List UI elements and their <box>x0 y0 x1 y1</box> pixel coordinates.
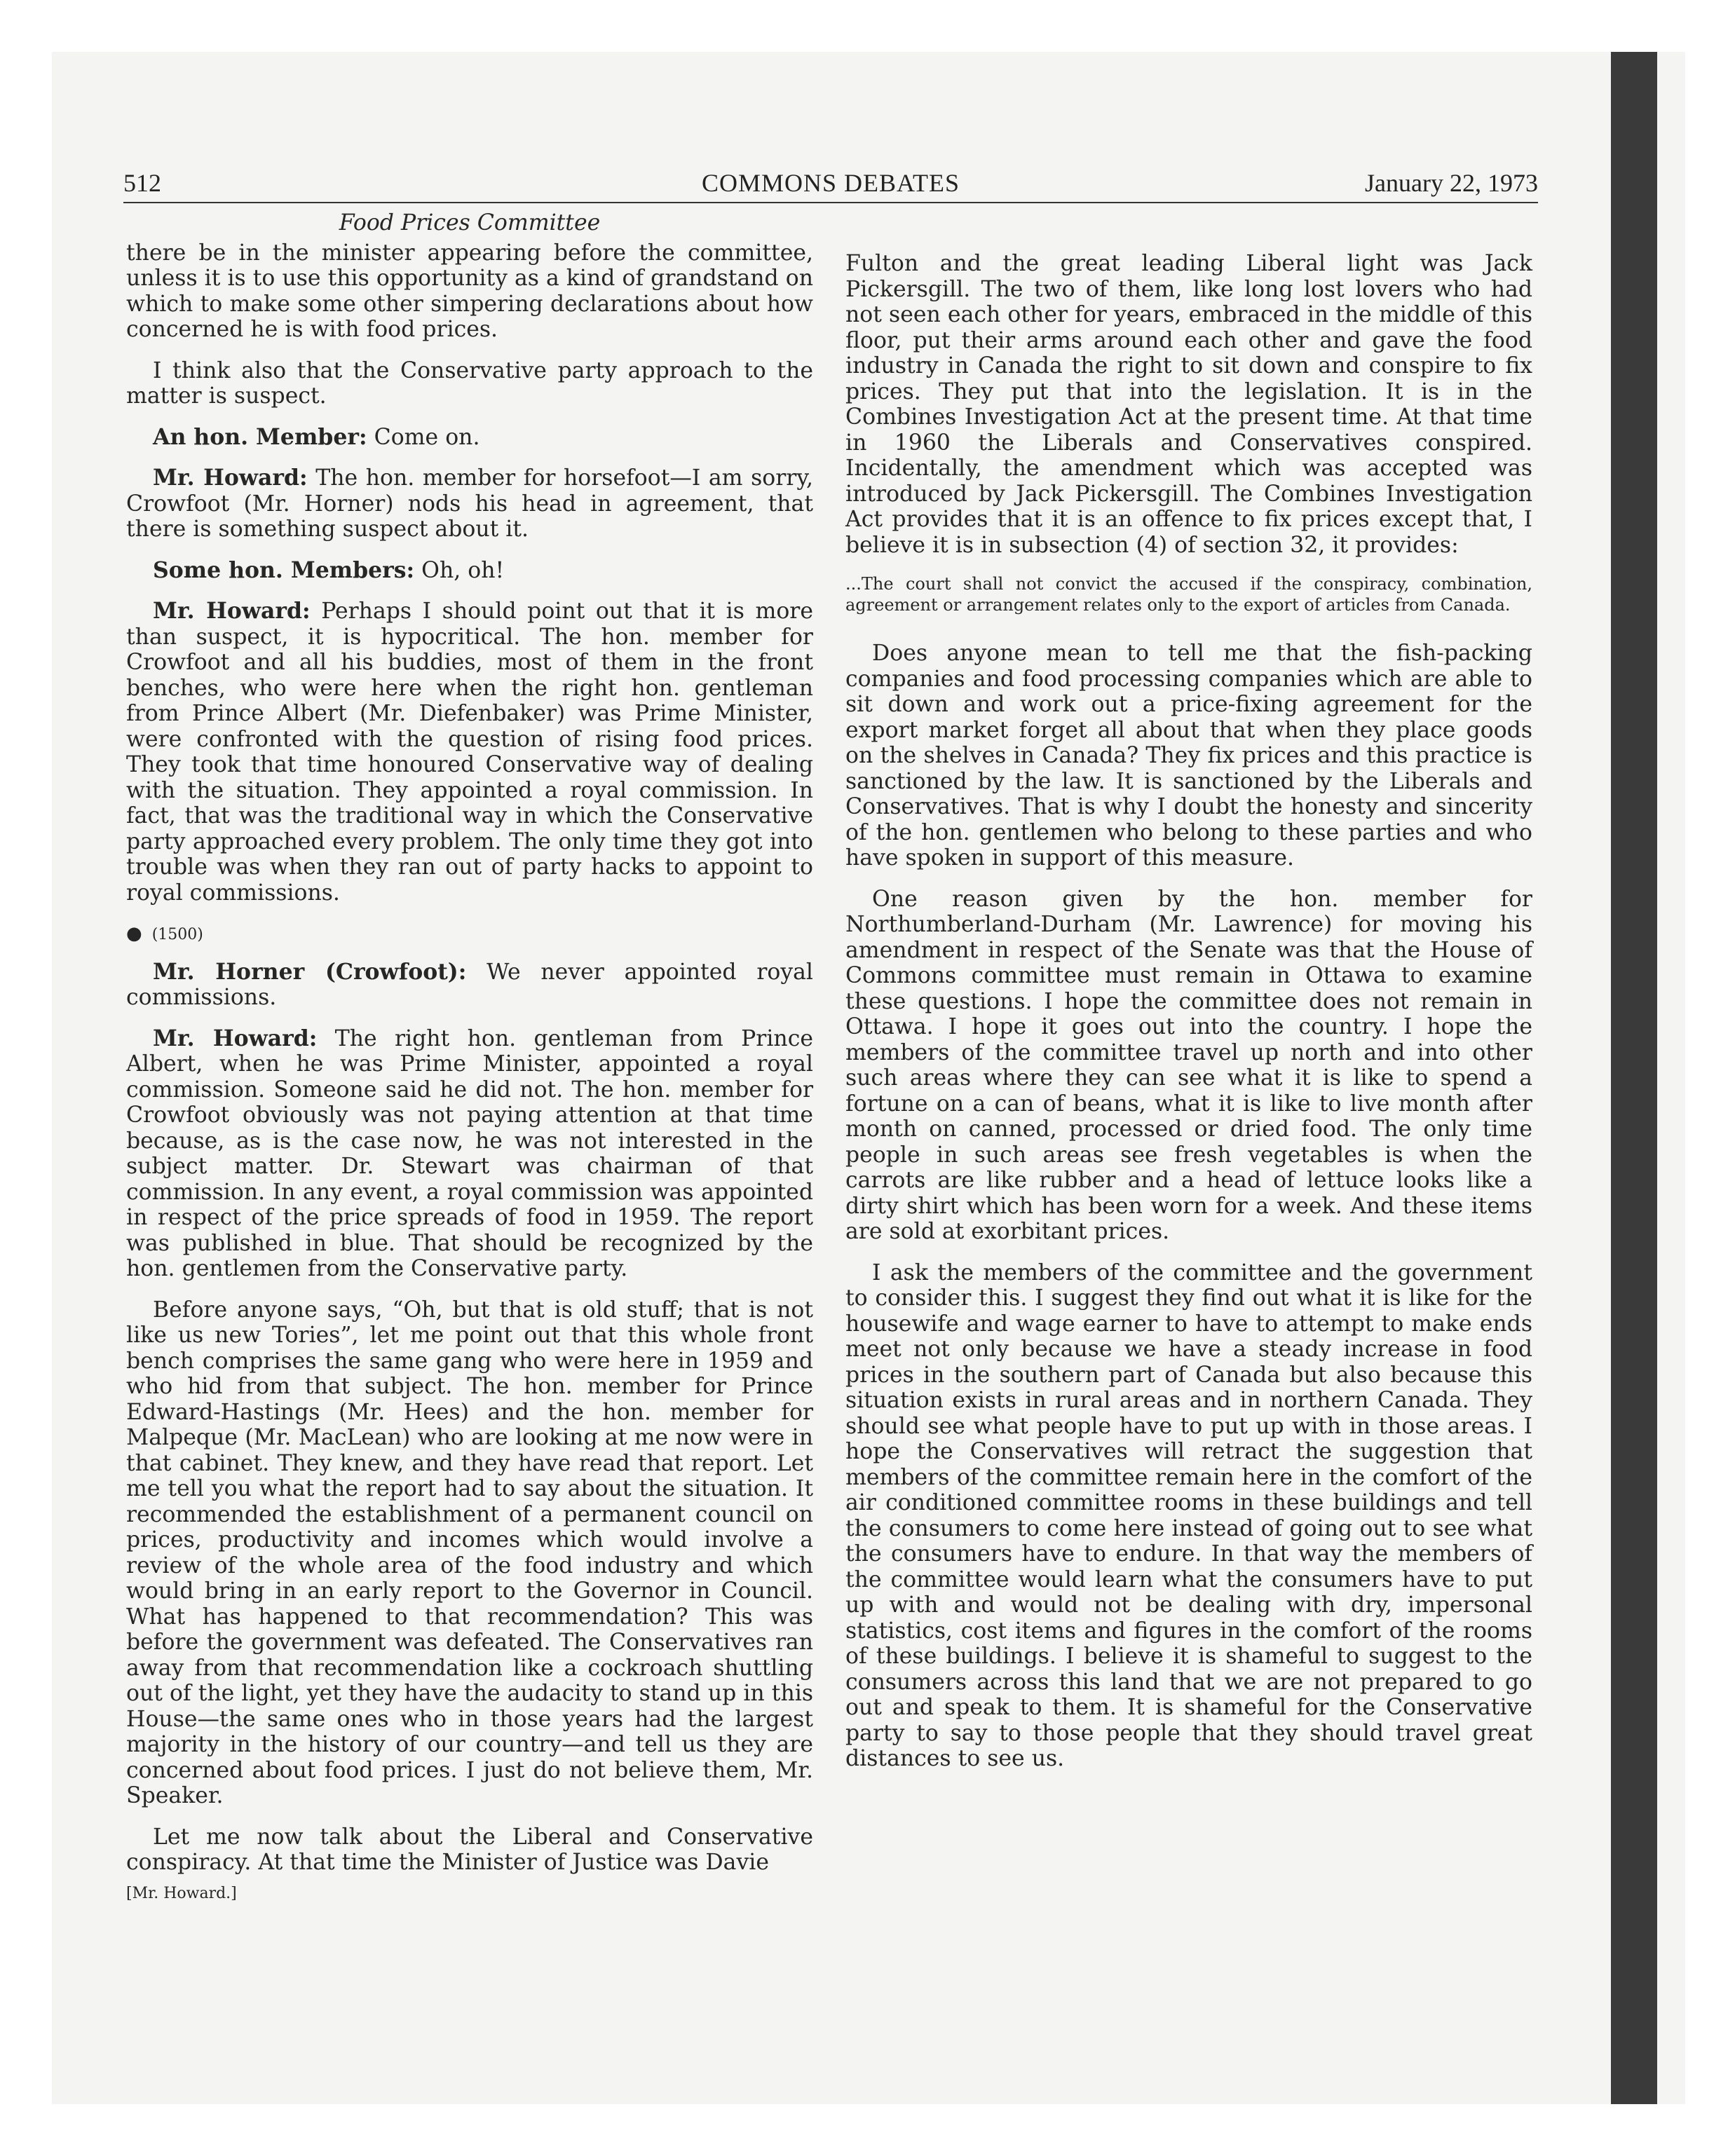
speaker-name: Mr. Howard: <box>153 598 311 624</box>
speech-text: We never appointed royal commissions. <box>126 959 814 1010</box>
paragraph: there be in the minister appearing before the committee, unless it is to use this opportunity as a kind of grandstand on which to make some other simpering declarations about how concerned he is with food prices. <box>126 240 813 342</box>
running-title: COMMONS DEBATES <box>701 169 960 197</box>
paragraph: Before anyone says, “Oh, but that is old stuff; that is not like us new Tories”, let me point out that this whole front bench comprises the same gang who were here in 1959 and who hid from that subject. The hon. member for Prince Edward-Hastings (Mr. Hees) and the hon. member for Malpeque (Mr. MacLean) who are looking at me now were in that cabinet. They knew, and they have read that report. Let me tell you what the report had to say about the situation. It recommended the establishment of a permanent council on prices, productivity and incomes which would involve a review of the whole area of the food industry and which would bring in an early report to the Governor in Council. What has happened to that recommendation? This was before the government was defeated. The Conservatives ran away from that recommendation like a cockroach shuttling out of the light, yet they have the audacity to stand up in this House—the same ones who in those years had the largest majority in the history of our country—and tell us they are concerned about food prices. I just do not believe them, Mr. Speaker. <box>126 1297 813 1808</box>
speech-paragraph <box>126 558 813 584</box>
speech-text: Perhaps I should point out that it is more than suspect, it is hypocritical. The hon. member for Crowfoot and all his buddies, most of them in the front benches, who were here when the right hon. gentleman from Prince Albert (Mr. Diefenbaker) was Prime Minister, were confronted with the question of rising food prices. They took that time honoured Conservative way of dealing with the situation. They appointed a royal commission. In fact, that was the traditional way in which the Conservative party approached every problem. The only time they got into trouble was when they ran out of party hacks to appoint to royal commissions. <box>126 599 813 906</box>
speech-paragraph <box>126 465 813 543</box>
scan-edge-shadow <box>1611 52 1657 2104</box>
speaker-name: Mr. Howard: <box>153 465 308 491</box>
speaker-name: Mr. Howard: <box>153 1025 318 1051</box>
footer-speaker-note: [Mr. Howard.] <box>126 1884 237 1902</box>
speech-text: The right hon. gentleman from Prince Albert, when he was Prime Minister, appointed a royal commission. Someone said he did not. The hon. member for Crowfoot obviously was not paying attention at that time because, as is the case now, he was not interested in the subject matter. Dr. Stewart was chairman of that commission. In any event, a royal commission was appointed in respect of the price spreads of food in 1959. The report was published in blue. That should be recognized by the hon. gentlemen from the Conservative party. <box>126 1025 813 1281</box>
speaker-name: Mr. Horner (Crowfoot): <box>153 958 467 985</box>
page-header <box>123 158 1538 203</box>
speech-paragraph <box>126 960 813 1011</box>
paragraph: Let me now talk about the Liberal and Conservative conspiracy. At that time the Minister of Justice was Davie <box>126 1824 813 1875</box>
speech-text: Oh, oh! <box>414 557 505 583</box>
speaker-name: Some hon. Members: <box>153 557 415 583</box>
speech-text: The hon. member for horsefoot—I am sorry, Crowfoot (Mr. Horner) nods his head in agreement, that there is something suspect about it. <box>126 465 813 542</box>
block-quote: ...The court shall not convict the accused if the conspiracy, combination, agreement or arrangement relates only to the export of articles from Canada. <box>845 574 1532 615</box>
paragraph: Fulton and the great leading Liberal light was Jack Pickersgill. The two of them, like long lost lovers who had not seen each other for years, embraced in the middle of this floor, put their arms around each other and gave the food industry in Canada the right to sit down and conspire to fix prices. They put that into the legislation. It is in the Combines Investigation Act at the present time. At that time in 1960 the Liberals and Conservatives conspired. Incidentally, the amendment which was accepted was introduced by Jack Pickersgill. The Combines Investigation Act provides that it is an offence to fix prices except that, I believe it is in subsection (4) of section 32, it provides: <box>845 251 1532 558</box>
paragraph: One reason given by the hon. member for Northumberland-Durham (Mr. Lawrence) for moving his amendment in respect of the Senate was that the House of Commons committee must remain in Ottawa to examine these questions. I hope the committee does not remain in Ottawa. I hope it goes out into the country. I hope the members of the committee travel up north and into other such areas where they can see what it is like to spend a fortune on a can of beans, what it is like to live month after month on canned, processed or dried food. The only time people in such areas see fresh vegetables is when the carrots are like rubber and a head of lettuce looks like a dirty shirt which has been worn for a week. And these items are sold at exorbitant prices. <box>845 886 1532 1244</box>
speech-paragraph <box>126 425 813 451</box>
time-marker <box>126 921 813 948</box>
time-marker-text: (1500) <box>151 926 203 943</box>
speech-text: Come on. <box>367 424 480 450</box>
speaker-name: An hon. Member: <box>153 423 367 450</box>
paragraph: I think also that the Conservative party approach to the matter is suspect. <box>126 357 813 409</box>
paragraph: Does anyone mean to tell me that the fish-packing companies and food processing companies which are able to sit down and work out a price-fixing agreement for the export market forget all about that when they place goods on the shelves in Canada? They fix prices and this practice is sanctioned by the law. It is sanctioned by the Liberals and Conservatives. That is why I doubt the honesty and sincerity of the hon. gentlemen who belong to these parties and who have spoken in support of this measure. <box>845 641 1532 871</box>
header-date: January 22, 1973 <box>1365 169 1538 197</box>
paragraph: I ask the members of the committee and the government to consider this. I suggest they find out what it is like for the housewife and wage earner to have to attempt to make ends meet not only because we have a steady increase in food prices in the southern part of Canada but also because this situation exists in rural areas and in northern Canada. They should see what people have to put up with in those areas. I hope the Conservatives will retract the suggestion that members of the committee remain here in the comfort of the air conditioned committee rooms in these buildings and tell the consumers to come here instead of going out to see what the consumers have to endure. In that way the members of the committee would learn what the consumers have to put up with and would not be dealing with dry, impersonal statistics, cost items and figures in the comfort of the rooms of these buildings. I believe it is shameful to suggest to the consumers across this land that we are not prepared to go out and speak to them. It is shameful for the Conservative party to say to those people that they should travel great distances to see us. <box>845 1260 1532 1771</box>
left-column <box>126 210 813 1906</box>
bullet-icon: ● <box>126 923 142 944</box>
page-number: 512 <box>123 169 161 197</box>
speech-paragraph <box>126 599 813 906</box>
speech-paragraph <box>126 1026 813 1282</box>
right-column <box>845 251 1532 1787</box>
section-heading: Food Prices Committee <box>339 210 601 236</box>
